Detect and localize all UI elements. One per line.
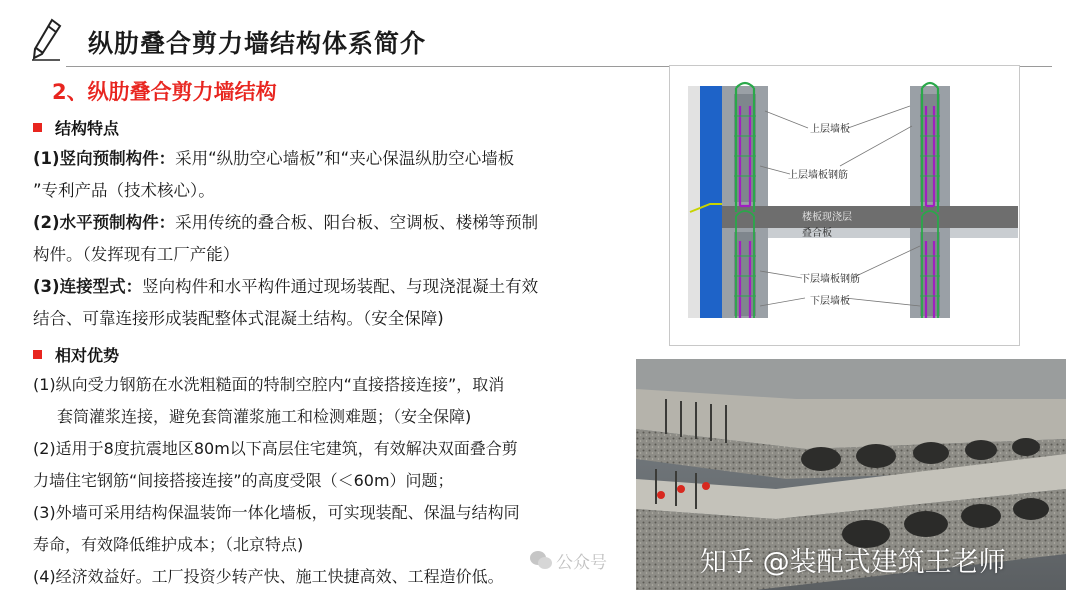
feature-text: ”专利产品（技术核心）。 — [33, 181, 215, 200]
advantages-list — [33, 369, 608, 593]
feature-text: 结合、可靠连接形成装配整体式混凝土结构。（安全保障) — [33, 309, 444, 328]
diagram-drawing — [670, 66, 1019, 345]
zhihu-watermark: 知乎 @装配式建筑王老师 — [700, 547, 1006, 578]
section-subtitle: 2、纵肋叠合剪力墙结构 — [52, 80, 277, 104]
advantage-line: 套筒灌浆连接，避免套筒灌浆施工和检测难题；（安全保障) — [57, 407, 472, 426]
feature-item-1 — [33, 143, 608, 207]
pencil-icon — [30, 18, 64, 62]
advantage-line: (1)纵向受力钢筋在水洗粗糙面的特制空腔内“直接搭接连接”，取消 — [33, 375, 505, 394]
wechat-icon — [529, 549, 553, 571]
label-composite-slab: 叠合板 — [802, 228, 832, 239]
feature-item-2 — [33, 207, 608, 271]
composite-slab — [768, 228, 910, 238]
feature-text: 采用“纵肋空心墙板”和“夹心保温纵肋空心墙板 — [175, 149, 515, 168]
feature-text: 竖向构件和水平构件通过现场装配、与现浇混凝土有效 — [142, 277, 539, 296]
label-upper-rebar: 上层墙板钢筋 — [788, 170, 848, 181]
label-lower-wall: 下层墙板 — [810, 296, 850, 307]
wall-connection-diagram — [669, 65, 1020, 346]
advantage-line: (3)外墙可采用结构保温装饰一体化墙板，可实现装配、保温与结构同 — [33, 503, 520, 522]
section-heading-features: 结构特点 — [33, 116, 119, 139]
label-floor-cast: 楼板现浇层 — [802, 212, 852, 223]
advantage-line: (2)适用于8度抗震地区80m以下高层住宅建筑，有效解决双面叠合剪 — [33, 439, 518, 458]
floor-cast-layer — [722, 206, 1018, 228]
feature-label: (3)连接型式： — [33, 277, 143, 296]
advantage-line: (4)经济效益好。工厂投资少转产快、施工快捷高效、工程造价低。 — [33, 567, 504, 586]
slide-title: 纵肋叠合剪力墙结构体系简介 — [88, 29, 427, 58]
feature-label: (2)水平预制构件： — [33, 213, 176, 232]
feature-text: 构件。（发挥现有工厂产能） — [33, 245, 240, 264]
wechat-watermark: 公众号 — [556, 553, 607, 573]
insulation-layer — [700, 86, 722, 318]
label-upper-wall: 上层墙板 — [810, 124, 850, 135]
feature-label: (1)竖向预制构件： — [33, 149, 176, 168]
advantage-line: 寿命，有效降低维护成本；（北京特点) — [33, 535, 304, 554]
bullet-square-icon — [33, 350, 42, 359]
bullet-square-icon — [33, 123, 42, 132]
section-heading-advantages: 相对优势 — [33, 343, 119, 366]
advantage-line: 力墙住宅钢筋“间接搭接连接”的高度受限（＜60m）问题； — [33, 471, 454, 490]
label-lower-rebar: 下层墙板钢筋 — [800, 274, 860, 285]
feature-text: 采用传统的叠合板、阳台板、空调板、楼梯等预制 — [175, 213, 539, 232]
feature-item-3 — [33, 271, 608, 335]
